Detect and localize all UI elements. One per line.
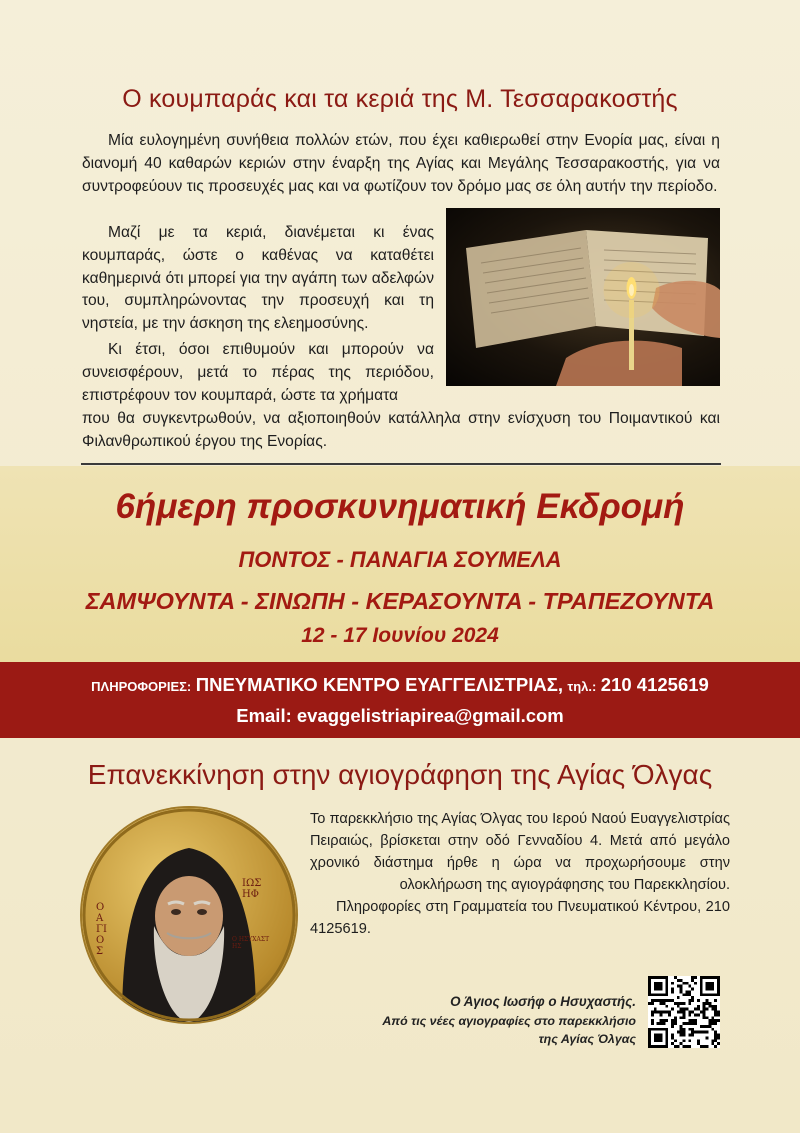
email-line: Email: evaggelistriapirea@gmail.com	[236, 705, 564, 726]
section-title-candles: Ο κουμπαράς και τα κεριά της Μ. Τεσσαρακοστής	[122, 85, 678, 113]
saint-icon-portrait	[82, 808, 296, 1022]
caption-source: Από τις νέες αγιογραφίες στο παρεκκλήσιο	[382, 1014, 636, 1028]
paragraph-donation-use: που θα συγκεντρωθούν, να αξιοποιηθούν κατάλληλα στην ενίσχυση του Ποιμαντικού και Φιλανθρωπικού έργου της Ενορίας.	[82, 410, 720, 450]
pilgrimage-dates: 12 - 17 Ιουνίου 2024	[301, 624, 499, 647]
pilgrimage-subtitle-pontos: ΠΟΝΤΟΣ - ΠΑΝΑΓΙΑ ΣΟΥΜΕΛΑ	[238, 547, 562, 572]
icon-caption	[330, 992, 636, 1048]
info-place: ΠΝΕΥΜΑΤΙΚΟ ΚΕΝΤΡΟ ΕΥΑΓΓΕΛΙΣΤΡΙΑΣ,	[195, 674, 563, 695]
paragraph-candles-intro: Μία ευλογημένη συνήθεια πολλών ετών, που έχει καθιερωθεί στην Ενορία μας, είναι η διανομή 40 καθαρών κεριών στην έναρξη της Αγίας και Μεγάλης Τεσσαρακοστής, για να συντροφεύουν τις προσευχές μας και να φωτίζουν τον δρόμο μας σε όλη αυτήν την περίοδο.	[82, 132, 720, 195]
paragraph-return-bank: Κι έτσι, όσοι επιθυμούν και μπορούν να συνεισφέρουν, μετά το πέρας της περιόδου, επιστρέφουν τον κουμπαρά, ώστε τα χρήματα	[82, 341, 434, 404]
qr-code-pattern	[648, 976, 720, 1048]
phone-label: τηλ.:	[567, 679, 597, 694]
paragraph-chapel-text: Το παρεκκλήσιο της Αγίας Όλγας του Ιερού Ναού Ευαγγελιστρίας Πειραιώς, βρίσκεται στην οδό Γενναδίου 4. Μετά από μεγάλο χρονικό διάστημα ήρθε η ώρα να προχωρήσουμε στην ολοκλήρωση της αγιογράφησης του Παρεκκλησίου.	[310, 811, 730, 893]
candle-book-illustration	[446, 208, 720, 386]
caption-saint-name: Ο Άγιος Ιωσήφ ο Ησυχαστής.	[450, 994, 636, 1009]
paragraph-chapel-contact: Πληροφορίες στη Γραμματεία του Πνευματικού Κέντρου, 210 4125619.	[310, 899, 730, 937]
caption-chapel: της Αγίας Όλγας	[538, 1032, 636, 1046]
candle-book-photo	[446, 208, 720, 386]
pilgrimage-title: 6ήμερη προσκυνηματική Εκδρομή	[115, 487, 685, 526]
pilgrimage-subtitle-cities: ΣΑΜΨΟΥΝΤΑ - ΣΙΝΩΠΗ - ΚΕΡΑΣΟΥΝΤΑ - ΤΡΑΠΕΖΟΥΝΤΑ	[85, 588, 715, 614]
saint-icon-illustration	[82, 808, 296, 1022]
phone-number: 210 4125619	[600, 674, 709, 695]
qr-code[interactable]	[648, 976, 720, 1048]
section-title-iconography: Επανεκκίνηση στην αγιογράφηση της Αγίας Όλγας	[87, 759, 713, 790]
section-divider	[81, 463, 721, 465]
icon-inscription-small: Ο ΗΣΥΧΑΣΤΗΣ	[232, 936, 270, 950]
icon-inscription-left: Ο ΑΓΙΟΣ	[96, 902, 107, 957]
paragraph-chapel-iconography	[310, 808, 730, 940]
paragraph-piggy-bank: Μαζί με τα κεριά, διανέμεται κι ένας κουμπαράς, ώστε ο καθένας να καταθέτει καθημερινά ότι μπορεί για την αγάπη των αδελφών του, συμπληρώνοντας την προσευχή και τη νηστεία, με την άσκηση της ελεημοσύνης.	[82, 224, 434, 333]
icon-inscription-right: ΙΩΣΗΦ	[242, 878, 262, 900]
info-line-contact	[0, 674, 800, 696]
info-label: ΠΛΗΡΟΦΟΡΙΕΣ:	[91, 679, 192, 694]
